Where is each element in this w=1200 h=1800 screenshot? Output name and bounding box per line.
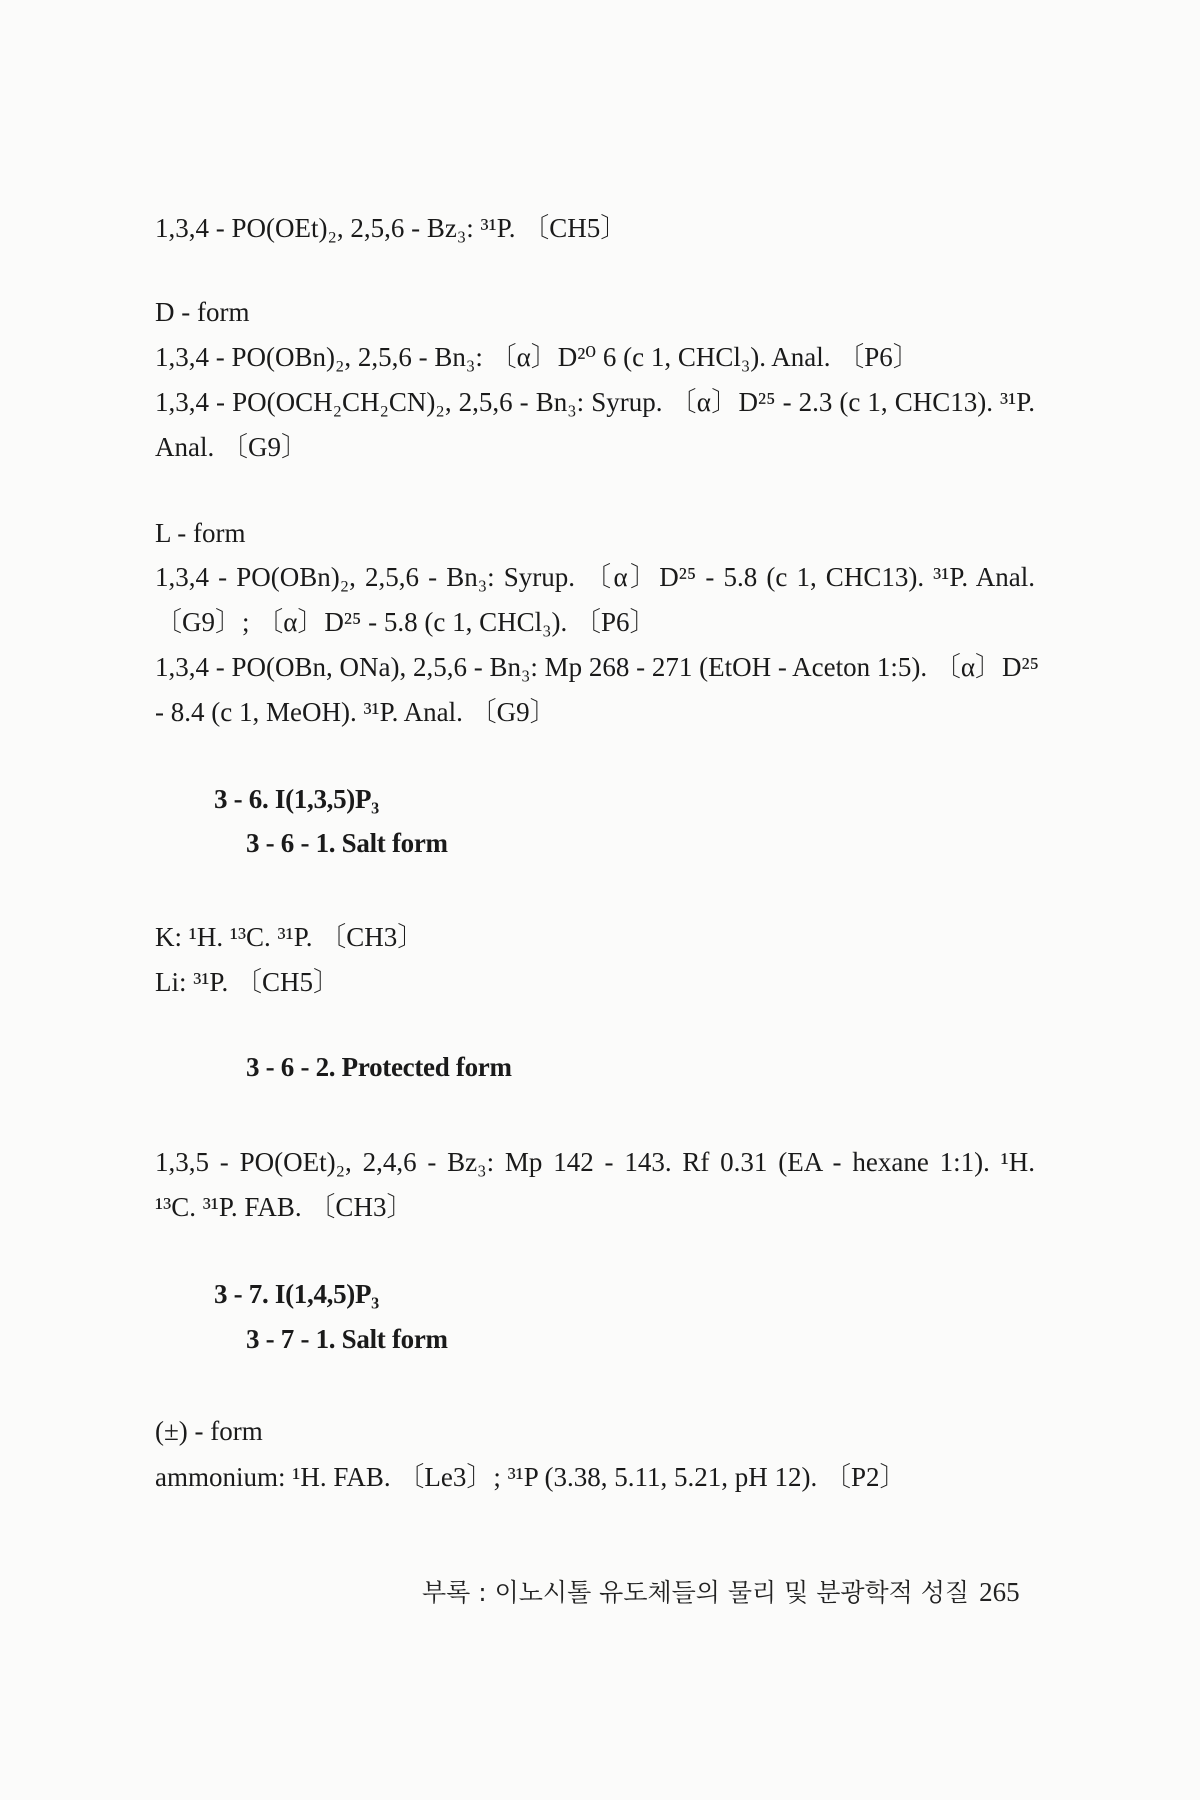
section-heading: 3 - 7. I(1,4,5)P₃ <box>214 1279 379 1309</box>
form-heading-racemic: (±) - form <box>155 1416 263 1446</box>
page-number: 265 <box>979 1577 1020 1607</box>
subsection-heading: 3 - 7 - 1. Salt form <box>246 1324 448 1354</box>
form-heading-d: D - form <box>155 297 250 327</box>
subsection-heading: 3 - 6 - 1. Salt form <box>246 828 448 858</box>
footer-title: 부록 : 이노시톨 유도체들의 물리 및 분광학적 성질 <box>422 1578 970 1607</box>
entry-line: 1,3,4 - PO(OCH₂CH₂CN)₂, 2,5,6 - Bn₃: Syrup. 〔α〕D²⁵ - 2.3 (c 1, CHC13). ³¹P. <box>155 387 1035 417</box>
subsection-heading: 3 - 6 - 2. Protected form <box>246 1052 512 1082</box>
entry-line: Anal. 〔G9〕 <box>155 432 308 462</box>
form-heading-l: L - form <box>155 518 246 548</box>
entry-line: 1,3,4 - PO(OEt)₂, 2,5,6 - Bz₃: ³¹P. 〔CH5〕 <box>155 213 628 243</box>
entry-line: ¹³C. ³¹P. FAB. 〔CH3〕 <box>155 1192 414 1222</box>
entry-line: ammonium: ¹H. FAB. 〔Le3〕; ³¹P (3.38, 5.11, 5.21, pH 12). 〔P2〕 <box>155 1462 907 1492</box>
entry-line: 1,3,4 - PO(OBn, ONa), 2,5,6 - Bn₃: Mp 268 - 271 (EtOH - Aceton 1:5). 〔α〕D²⁵ <box>155 652 1039 682</box>
section-heading: 3 - 6. I(1,3,5)P₃ <box>214 784 379 814</box>
entry-line: Li: ³¹P. 〔CH5〕 <box>155 967 340 997</box>
entry-line: 1,3,4 - PO(OBn)₂, 2,5,6 - Bn₃: Syrup. 〔α〕D²⁵ - 5.8 (c 1, CHC13). ³¹P. Anal. <box>155 562 1035 592</box>
entry-line: 1,3,5 - PO(OEt)₂, 2,4,6 - Bz₃: Mp 142 - 143. Rf 0.31 (EA - hexane 1:1). ¹H. <box>155 1147 1035 1177</box>
entry-line: - 8.4 (c 1, MeOH). ³¹P. Anal. 〔G9〕 <box>155 697 557 727</box>
page-footer <box>422 1576 1020 1609</box>
entry-line: 〔G9〕; 〔α〕D²⁵ - 5.8 (c 1, CHCl₃). 〔P6〕 <box>155 607 657 637</box>
entry-line: K: ¹H. ¹³C. ³¹P. 〔CH3〕 <box>155 922 425 952</box>
entry-line: 1,3,4 - PO(OBn)₂, 2,5,6 - Bn₃: 〔α〕D²⁰ 6 (c 1, CHCl₃). Anal. 〔P6〕 <box>155 342 920 372</box>
